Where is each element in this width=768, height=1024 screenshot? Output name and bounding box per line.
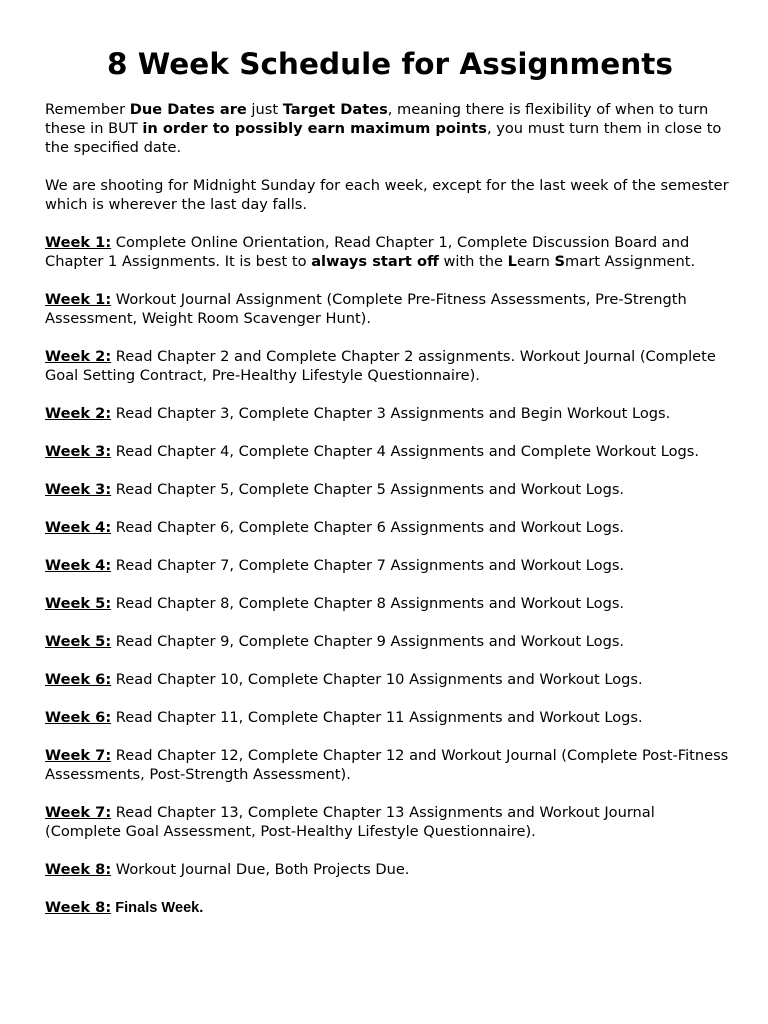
week-bold-text: L xyxy=(507,253,517,270)
week-label: Week 8: xyxy=(45,861,112,878)
week-item xyxy=(45,347,735,385)
week-text: Read Chapter 9, Complete Chapter 9 Assignments and Workout Logs. xyxy=(111,633,625,650)
week-text: Read Chapter 10, Complete Chapter 10 Assignments and Workout Logs. xyxy=(111,671,643,688)
week-item xyxy=(45,708,735,727)
week-item xyxy=(45,632,735,651)
week-text: Workout Journal Assignment (Complete Pre-Fitness Assessments, Pre-Strength Assessment, Weight Room Scavenger Hunt). xyxy=(45,291,687,327)
intro-text: , meaning there is flexibility of when to turn these in BUT xyxy=(45,101,709,137)
intro-text: , you must turn them in close to the specified date. xyxy=(45,120,722,156)
intro-bold-text: Target Dates xyxy=(282,101,388,118)
week-text: Workout Journal Due, Both Projects Due. xyxy=(111,861,410,878)
week-text: with the xyxy=(438,253,508,270)
week-text: Read Chapter 11, Complete Chapter 11 Assignments and Workout Logs. xyxy=(111,709,643,726)
week-text: Complete Online Orientation, Read Chapter 1, Complete Discussion Board and Chapter 1 Assignments. It is best to xyxy=(45,234,690,270)
week-item xyxy=(45,518,735,537)
week-label: Week 3: xyxy=(45,443,112,460)
week-text: Read Chapter 8, Complete Chapter 8 Assignments and Workout Logs. xyxy=(111,595,625,612)
week-label: Week 6: xyxy=(45,671,112,688)
week-item-finals xyxy=(45,898,735,918)
week-item xyxy=(45,404,735,423)
week-text: Read Chapter 5, Complete Chapter 5 Assignments and Workout Logs. xyxy=(111,481,625,498)
week-label: Week 2: xyxy=(45,405,112,422)
week-label: Week 1: xyxy=(45,234,112,251)
week-text: mart Assignment. xyxy=(565,253,696,270)
week-item xyxy=(45,290,735,328)
week-item xyxy=(45,670,735,689)
intro-text: Remember xyxy=(45,101,130,118)
intro-paragraph-deadline: We are shooting for Midnight Sunday for each week, except for the last week of the semester which is wherever the last day falls. xyxy=(45,177,729,213)
week-text: Read Chapter 2 and Complete Chapter 2 assignments. Workout Journal (Complete Goal Setting Contract, Pre-Healthy Lifestyle Questionnaire). xyxy=(45,348,716,384)
week-text: Read Chapter 12, Complete Chapter 12 and Workout Journal (Complete Post-Fitness Assessments, Post-Strength Assessment). xyxy=(45,747,729,783)
intro-bold-text: in order to possibly earn maximum points xyxy=(142,120,487,137)
week-label: Week 7: xyxy=(45,747,112,764)
week-item xyxy=(45,480,735,499)
week-item xyxy=(45,233,735,271)
week-text: Read Chapter 7, Complete Chapter 7 Assignments and Workout Logs. xyxy=(111,557,625,574)
week-label: Week 7: xyxy=(45,804,112,821)
week-item xyxy=(45,746,735,784)
week-text: Read Chapter 13, Complete Chapter 13 Assignments and Workout Journal (Complete Goal Assessment, Post-Healthy Lifestyle Questionnaire). xyxy=(45,804,655,840)
week-label: Week 3: xyxy=(45,481,112,498)
week-item xyxy=(45,442,735,461)
week-bold-text: S xyxy=(554,253,566,270)
week-text: Read Chapter 3, Complete Chapter 3 Assignments and Begin Workout Logs. xyxy=(111,405,671,422)
week-label: Week 6: xyxy=(45,709,112,726)
week-label: Week 5: xyxy=(45,633,112,650)
week-label: Week 1: xyxy=(45,291,112,308)
intro-text: just xyxy=(246,101,283,118)
week-label: Week 4: xyxy=(45,557,112,574)
week-label: Week 8: xyxy=(45,899,112,916)
week-item xyxy=(45,594,735,613)
week-text: Read Chapter 4, Complete Chapter 4 Assignments and Complete Workout Logs. xyxy=(111,443,700,460)
finals-week-text: Finals Week. xyxy=(111,900,204,916)
week-item xyxy=(45,860,735,879)
week-label: Week 5: xyxy=(45,595,112,612)
week-label: Week 2: xyxy=(45,348,112,365)
document-page xyxy=(45,44,735,937)
intro-paragraph-due-dates xyxy=(45,100,735,157)
week-text: Read Chapter 6, Complete Chapter 6 Assignments and Workout Logs. xyxy=(111,519,625,536)
week-text: earn xyxy=(516,253,555,270)
week-item xyxy=(45,556,735,575)
document-title: 8 Week Schedule for Assignments xyxy=(107,47,673,81)
week-label: Week 4: xyxy=(45,519,112,536)
week-schedule-list xyxy=(45,233,735,918)
week-bold-text: always start off xyxy=(311,253,439,270)
week-item xyxy=(45,803,735,841)
intro-bold-text: Due Dates are xyxy=(129,101,247,118)
